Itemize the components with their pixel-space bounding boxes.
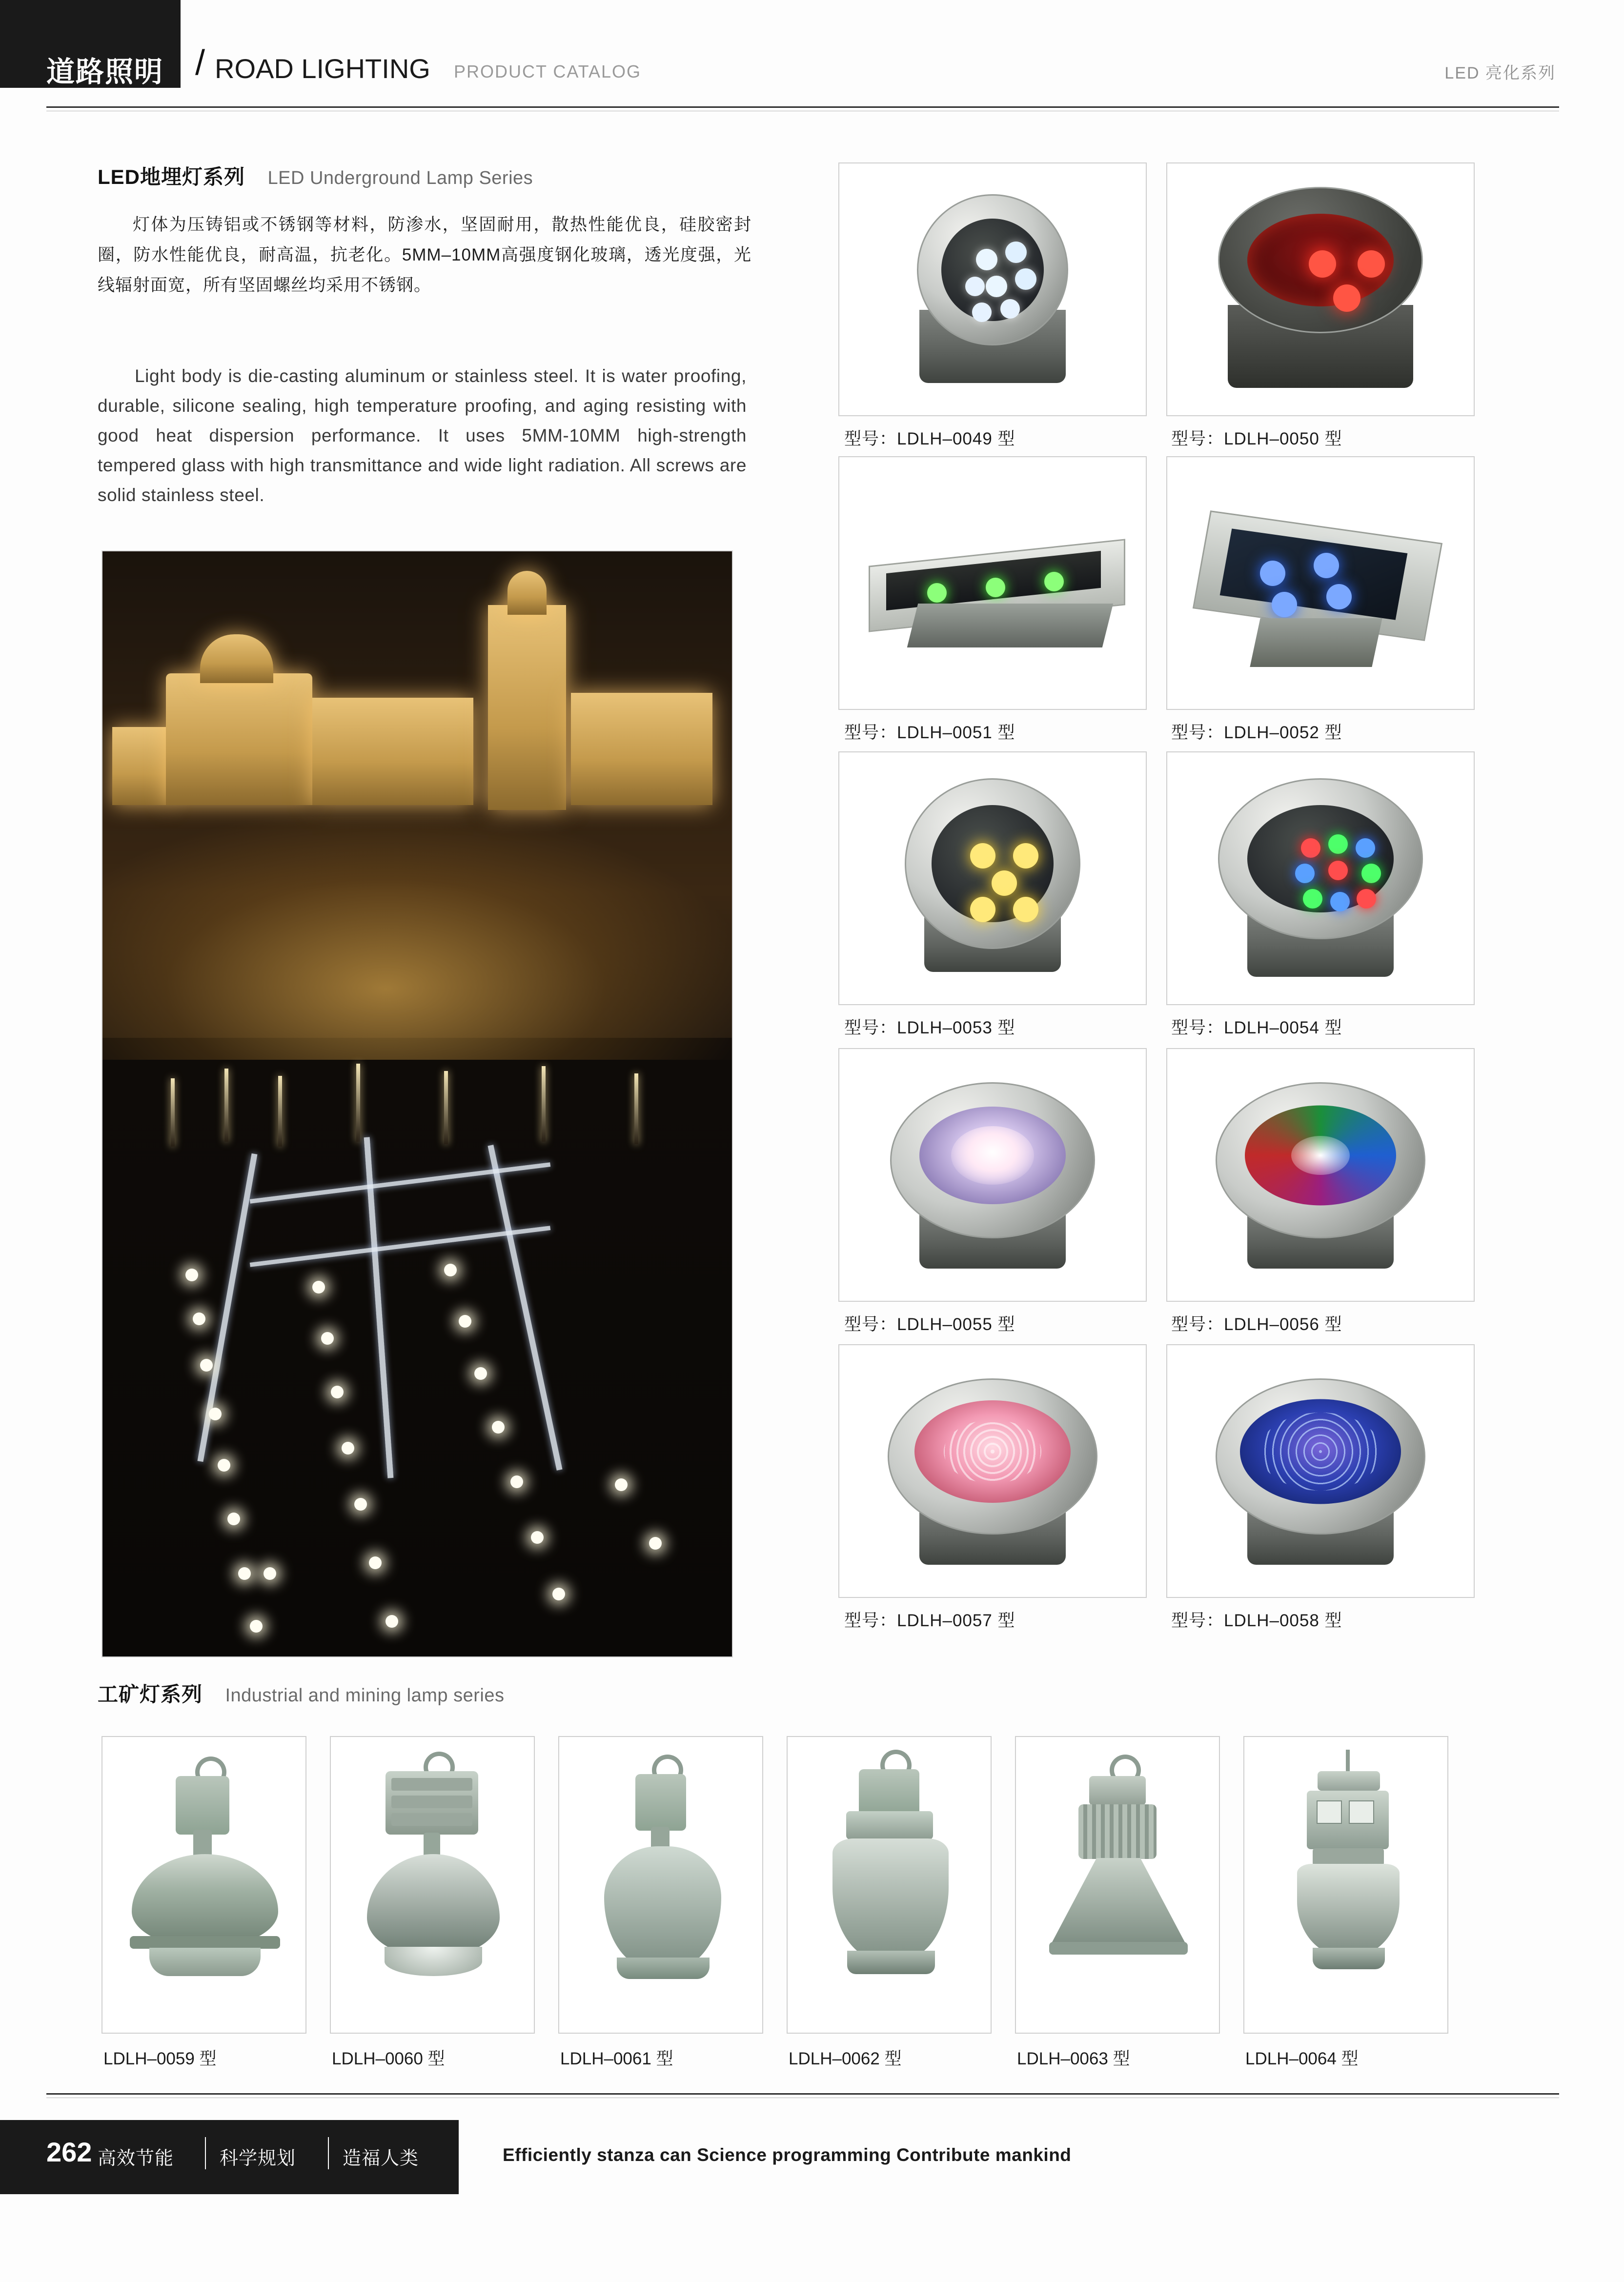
photo-bollard-light [444, 1071, 448, 1144]
photo-building [112, 727, 171, 805]
photo-step-light [342, 1442, 354, 1454]
product-image-0062 [787, 1736, 992, 2034]
product-caption-0057: 型号：LDLH–0057 型 [844, 1611, 1015, 1630]
section2-title-en: Industrial and mining lamp series [225, 1685, 505, 1706]
photo-bollard-light [356, 1064, 360, 1142]
product-caption-0063: LDLH–0063 型 [1017, 2049, 1130, 2068]
photo-bollard-light [634, 1073, 638, 1144]
product-cell-0055[interactable] [838, 1048, 1147, 1302]
product-caption-0054: 型号：LDLH–0054 型 [1171, 1018, 1342, 1037]
photo-step-light [238, 1567, 251, 1580]
photo-step-light [193, 1313, 205, 1325]
header-subtitle-en: PRODUCT CATALOG [454, 61, 642, 81]
photo-step-light [185, 1269, 198, 1281]
page-number: 262 [46, 2137, 92, 2167]
product-caption-0049: 型号：LDLH–0049 型 [844, 429, 1015, 448]
product-cell-0058[interactable] [1166, 1344, 1475, 1598]
product-image-0063 [1015, 1736, 1220, 2034]
header-rule [46, 106, 1559, 108]
photo-step-light [354, 1498, 367, 1511]
product-cell-0062[interactable] [787, 1736, 992, 2034]
product-image-0051 [838, 456, 1147, 710]
product-caption-0061: LDLH–0061 型 [560, 2049, 673, 2068]
header-title-cn: 道路照明 [46, 56, 164, 88]
photo-step-light [552, 1588, 565, 1600]
product-cell-0061[interactable] [558, 1736, 763, 2034]
footer-slogan-1: 高效节能 [98, 2148, 174, 2169]
product-caption-0052: 型号：LDLH–0052 型 [1171, 723, 1342, 742]
section-title-underground [98, 161, 533, 190]
section1-paragraph-en: Light body is die-casting aluminum or stainless steel. It is water proofing, durable, silicone sealing, high temperature proofing, and aging resisting with good heat dispersion performance. It uses 5MM-10MM high-strength tempered glass with high transmittance and wide light radiation. All screws are solid stainless steel. [98, 366, 747, 505]
photo-bollard-light [224, 1069, 228, 1142]
product-image-0060 [330, 1736, 535, 2034]
photo-step-light [459, 1315, 471, 1328]
product-image-0057 [838, 1344, 1147, 1598]
product-cell-0051[interactable] [838, 456, 1147, 710]
product-image-0061 [558, 1736, 763, 2034]
product-image-0052 [1166, 456, 1475, 710]
product-image-0054 [1166, 751, 1475, 1005]
photo-bollard-light [171, 1078, 175, 1147]
product-caption-0058: 型号：LDLH–0058 型 [1171, 1611, 1342, 1630]
photo-step-light [218, 1459, 230, 1472]
section1-title-cn: LED地埋灯系列 [98, 165, 245, 188]
product-cell-0050[interactable] [1166, 162, 1475, 416]
photo-step-light [227, 1513, 240, 1525]
product-caption-0055: 型号：LDLH–0055 型 [844, 1315, 1015, 1334]
product-image-0059 [102, 1736, 306, 2034]
product-image-0053 [838, 751, 1147, 1005]
product-cell-0049[interactable] [838, 162, 1147, 416]
product-caption-0050: 型号：LDLH–0050 型 [1171, 429, 1342, 448]
product-image-0055 [838, 1048, 1147, 1302]
product-cell-0057[interactable] [838, 1344, 1147, 1598]
photo-step-light [531, 1531, 544, 1544]
section2-title-cn: 工矿灯系列 [98, 1683, 203, 1706]
photo-step-light [321, 1332, 334, 1345]
product-image-0050 [1166, 162, 1475, 416]
photo-step-light [474, 1367, 487, 1380]
footer-slogan-3: 造福人类 [343, 2148, 419, 2169]
product-cell-0052[interactable] [1166, 456, 1475, 710]
product-cell-0064[interactable] [1243, 1736, 1448, 2034]
section1-title-en: LED Underground Lamp Series [267, 168, 533, 188]
photo-building [312, 698, 473, 805]
photo-tower-top [508, 571, 547, 615]
photo-step-light [250, 1620, 263, 1633]
product-caption-0051: 型号：LDLH–0051 型 [844, 723, 1015, 742]
product-image-0049 [838, 162, 1147, 416]
product-cell-0053[interactable] [838, 751, 1147, 1005]
product-cell-0063[interactable] [1015, 1736, 1220, 2034]
product-caption-0060: LDLH–0060 型 [332, 2049, 445, 2068]
photo-step-light [264, 1567, 276, 1580]
product-image-0058 [1166, 1344, 1475, 1598]
footer-divider [205, 2137, 206, 2169]
photo-step-light [386, 1615, 398, 1628]
photo-building [571, 693, 712, 805]
product-caption-0064: LDLH–0064 型 [1245, 2049, 1359, 2068]
footer-slogan-en: Efficiently stanza can Science programming Contribute mankind [503, 2145, 1072, 2165]
section1-paragraph-cn: 灯体为压铸铝或不锈钢等材料，防渗水，坚固耐用，散热性能优良，硅胶密封圈，防水性能优良，耐高温，抗老化。5MM–10MM高强度钢化玻璃，透光度强，光线辐射面宽，所有坚固螺丝均采用不锈钢。 [98, 215, 751, 295]
photo-bollard-light [542, 1066, 546, 1142]
photo-ground [102, 1060, 732, 1656]
photo-step-light [331, 1386, 344, 1398]
photo-step-light [369, 1556, 382, 1569]
product-image-0064 [1243, 1736, 1448, 2034]
page-header [0, 0, 1624, 122]
photo-step-light [649, 1537, 662, 1550]
product-cell-0060[interactable] [330, 1736, 535, 2034]
product-caption-0053: 型号：LDLH–0053 型 [844, 1018, 1015, 1037]
photo-step-light [615, 1478, 628, 1491]
product-caption-0056: 型号：LDLH–0056 型 [1171, 1315, 1342, 1334]
footer-rule [46, 2093, 1559, 2095]
footer-divider [328, 2137, 329, 2169]
product-cell-0059[interactable] [102, 1736, 306, 2034]
product-caption-0059: LDLH–0059 型 [103, 2049, 217, 2068]
photo-building [166, 673, 312, 805]
photo-step-light [200, 1359, 213, 1372]
product-image-0056 [1166, 1048, 1475, 1302]
footer-slogan-2: 科学规划 [220, 2148, 296, 2169]
header-slash: / [195, 43, 205, 82]
photo-bollard-light [278, 1076, 282, 1147]
photo-step-light [492, 1421, 505, 1434]
product-cell-0054[interactable] [1166, 751, 1475, 1005]
product-cell-0056[interactable] [1166, 1048, 1475, 1302]
header-series-label: LED 亮化系列 [1444, 64, 1556, 82]
photo-step-light [209, 1408, 222, 1420]
product-caption-0062: LDLH–0062 型 [789, 2049, 902, 2068]
photo-clock-tower [488, 605, 566, 810]
header-title-en: ROAD LIGHTING [215, 53, 430, 84]
photo-step-light [444, 1264, 457, 1276]
section-title-industrial [98, 1678, 504, 1708]
photo-step-light [510, 1475, 523, 1488]
photo-step-light [312, 1281, 325, 1293]
scene-photo [102, 550, 733, 1657]
